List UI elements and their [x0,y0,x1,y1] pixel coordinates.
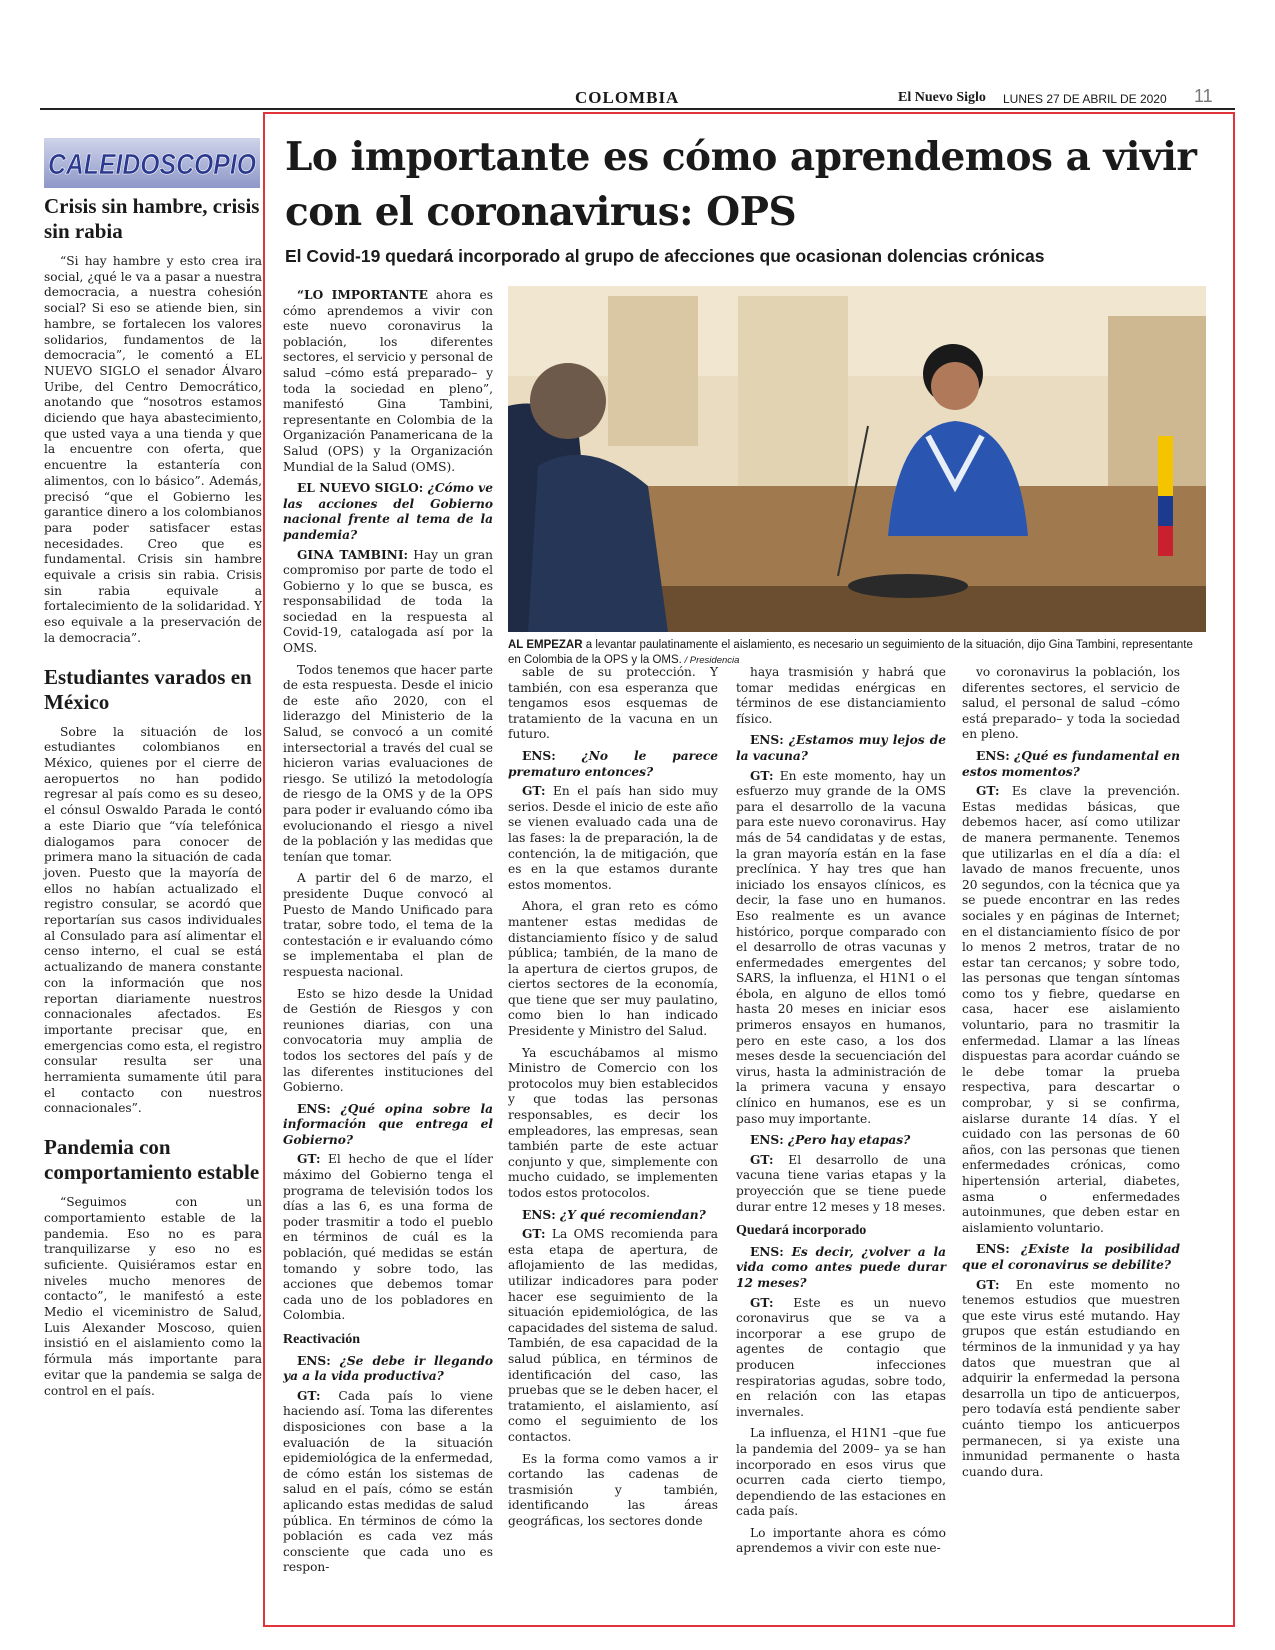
text-run: Es clave la prevención. Estas medidas básicas, que debemos hacer, así como utilizar de manera permanente. Tenemos que utilizarlas en el día a día: el lavado de manos frecuente, unos 20 segundos, con la técnica que ya se puede encontrar en las redes sociales y en páginas de Internet; en el distanciamiento físico de por lo menos 2 metros, tratar de no estar tan cercanos; y sobre todo, las personas que tengan síntomas como tos y fiebre, quedarse en casa, hacer ese aislamiento voluntario, para no trasmitir la enfermedad. Llamar a las líneas dispuestas para acordar cuándo se le debe tomar la prueba respectiva, para descartar o comprobar, y si se confirma, aislarse durante 14 días. Y el cuidado con las personas de 60 años, con las personas que tienen enfermedades crónicas, como hipertensión arterial, diabetes, asma o enfermedades autoinmunes, que deben estar en aislamiento voluntario. [962,784,1180,1235]
text-run: ¿Existe la posibilidad que el coronavirus se debilite? [962,1242,1180,1272]
speaker-label: GINA TAMBINI: [297,547,409,562]
paragraph [508,899,718,1039]
speaker-label: ENS: [522,748,556,763]
text-run: ¿Estamos muy lejos de la vacuna? [736,733,946,763]
masthead: El Nuevo Siglo [898,90,986,105]
speaker-label: GT: [750,768,774,783]
speaker-label: ENS: [297,1101,331,1116]
section-subheading: Reactivación [283,1332,360,1347]
speaker-label: GT: [750,1152,774,1167]
caleidoscopio-logo-text: CALEIDOSCOPIO [48,149,257,181]
article-column-2 [508,665,718,1535]
speaker-label: GT: [976,784,1000,799]
text-run: El desarrollo de una vacuna tiene varias etapas y la proyección que se tiene puede durar entre 12 meses y 18 meses. [736,1152,946,1214]
text-run: La influenza, el H1N1 –que fue la pandemia del 2009– ya se han incorporado en esos virus que ocurren cada cierto tiempo, dependiendo de las estaciones en cada país. [736,1426,946,1519]
speaker-label: EL NUEVO SIGLO: [297,481,424,496]
paragraph [283,987,493,1096]
page-number: 11 [1194,86,1213,106]
paragraph [283,288,493,475]
article-column-1 [283,288,493,1582]
text-run: La OMS recomienda para esta etapa de apertura, de aflojamiento de las medidas, utilizar indicadores para poder hacer ese seguimiento de la situación epidemiológica, de las capacidades del sistema de salud. También, de esa capacidad de la salud pública, en términos de identificación del caso, las pruebas que se le deben hacer, el tratamiento, el aislamiento, así como el seguimiento de los contactos. [508,1227,718,1444]
interview-question [736,733,946,764]
article-column-3 [736,665,946,1563]
interview-question [283,1102,493,1149]
sidebar-story-body: Sobre la situación de los estudiantes colombianos en México, quienes por el cierre de aeropuertos no han podido regresar al país como es su deseo, el cónsul Oswaldo Parada le contó a este Diario que “vía telefónica dialogamos para conocer de primera mano la situación de cada joven. Puesto que la mayoría de ellos no habían actualizado el registro consular, se acordó que reportarían sus casos individuales al Consulado para así alimentar el censo interno, el cual se está actualizando de manera constante con la información que nos reportan diariamente nuestros connacionales afectados. Es importante precisar que, en emergencias como esta, el registro consular resulta ser una herramienta sumamente útil para el contacto con nuestros connacionales”. [44,724,262,1116]
section-subheading: Quedará incorporado [736,1223,867,1239]
text-run: ¿Qué es fundamental en estos momentos? [962,748,1180,779]
text-run: En este momento no tenemos estudios que muestren que este virus esté mutando. Hay grupos que están estudiando en términos de la inmunidad y ya hay datos que muestran que al adquirir la enfermedad la persona desarrolla un tipo de anticuerpos, pero todavía está pendiente saber cuánto tiempo los anticuerpos permanecen, si ya existe una inmunidad permanente o hasta cuando dura. [962,1277,1180,1479]
speaker-label: GT: [522,784,546,799]
text-run: En este momento, hay un esfuerzo muy grande de la OMS para el desarrollo de la vacuna para este nuevo coronavirus. Hay más de 54 candidatas y de estas, la gran mayoría están en la fase preclínica. Y hay tres que han iniciado los ensayos clínicos, es decir, la fase uno en humanos. Eso realmente es un avance histórico, porque comparado con el desarrollo de otras vacunas y enfermedades emergentes del SARS, la influenza, el H1N1 o el ébola, en alguno de ellos tomó hasta 20 meses en iniciar esos primeros ensayos en humanos, pero en este caso, a los dos meses desde la secuenciación del virus, hasta la administración de la primera vacuna y ensayo clínico en humanos, ese es un paso muy importante. [736,768,946,1126]
text-run: ¿Pero hay etapas? [783,1133,911,1148]
text-run: A partir del 6 de marzo, el presidente Duque convocó al Puesto de Mando Unificado para tratar, sobre todo, el tema de la contestación e ir evaluando cómo se implementaba el plan de respuesta nacional. [283,871,493,979]
interview-question [962,1242,1180,1273]
speaker-label: ENS: [976,748,1010,763]
interview-answer [736,769,946,1128]
speaker-label: GT: [297,1152,321,1167]
text-run: Ahora, el gran reto es cómo mantener estas medidas de distanciamiento físico y de salud pública; también, de la mano de la apertura de ciertos grupos, de ciertos sectores de la economía, que tiene que ser muy paulatino, como bien lo han indicado Presidente y Ministro del Salud. [508,899,718,1039]
text-run: sable de su protección. Y también, con esa esperanza que tengamos esos esquemas de tratamiento de la vacuna en un futuro. [508,665,718,742]
sidebar-story-title: Pandemia con comportamiento estable [44,1135,260,1185]
paragraph [736,1526,946,1557]
paragraph [283,871,493,980]
speaker-label: ENS: [976,1242,1010,1257]
interview-answer [508,784,718,893]
caleidoscopio-sidebar [44,138,262,1399]
speaker-label: GT: [976,1277,1000,1292]
meeting-photo [508,286,1206,632]
speaker-label: GT: [297,1388,321,1403]
text-run: ¿No le parece prematuro entonces? [508,748,718,779]
article-column-4 [962,665,1180,1486]
paragraph [508,1452,718,1530]
paragraph [962,665,1180,743]
text-run: Este es un nuevo coronavirus que se va a incorporar a ese grupo de agentes de contagio que producen infecciones respiratorias agudas, sobre todo, en relación con las etapas invernales. [736,1295,946,1419]
interview-question [283,1354,493,1385]
caption-lead: AL EMPEZAR [508,639,583,651]
article-subhead: El Covid-19 quedará incorporado al grupo de afecciones que ocasionan dolencias crónicas [285,246,1045,266]
text-run: Lo importante ahora es cómo aprendemos a vivir con este nue- [736,1525,946,1556]
paragraph [283,663,493,866]
sidebar-story-body: “Si hay hambre y esto crea ira social, ¿qué le va a pasar a nuestra democracia, a nuestra cohesión social? Si eso se atiende bien, sin hambre, se fortalecen los valores solidarios, fundamentos de la democracia”, le comentó a EL NUEVO SIGLO el senador Álvaro Uribe, del Centro Democrático, anotando que “nosotros estamos diciendo que haya abastecimiento, que usted vaya a una tienda y que la encuentre con oferta, que encuentre la estantería con alimentos, con lo básico”. Además, precisó “que el Gobierno les garantice dinero a los colombianos para poder satisfacer estas necesidades. Creo que es fundamental. Crisis sin hambre equivale a crisis sin rabia. Crisis sin rabia equivale a fortalecimiento de la solidaridad. Y eso equivale a la preservación de la democracia”. [44,254,262,645]
text-run: haya trasmisión y habrá que tomar medidas enérgicas en términos de ese distanciamiento físico. [736,665,946,726]
text-run: El hecho de que el líder máximo del Gobierno tenga el programa de televisión todos los días a las 6, es una forma de poder trasmitir a todo el pueblo en términos de cuál es la población, qué medidas se están tomando y sobre todo, las acciones que debemos tomar cada uno de los pobladores en Colombia. [283,1152,493,1323]
interview-question [962,749,1180,780]
text-run: ¿Se debe ir llegando ya a la vida productiva? [283,1353,493,1384]
interview-answer [283,1389,493,1576]
text-run: Es la forma como vamos a ir cortando las cadenas de trasmisión y también, identificando las áreas geográficas, los sectores donde [508,1451,718,1528]
speaker-label: GT: [750,1295,774,1310]
photo-credit: / Presidencia [681,655,740,666]
interview-answer [736,1296,946,1421]
text-run: Todos tenemos que hacer parte de esta respuesta. Desde el inicio de este año 2020, con el liderazgo del Ministerio de la Salud, se convocó a un comité intersectorial a través del cual se hicieron varias evaluaciones de riesgo. Se utilizó la metodología de riesgo de la OMS y de la OPS para poder ir evaluando cómo iba evolucionando el riesgo a nivel de la población y las medidas que tenían que tomar. [283,662,493,864]
text-run: ¿Y qué recomiendan? [555,1207,706,1222]
text-run: ¿Cómo ve las acciones del Gobierno nacional frente al tema de la pandemia? [283,481,493,542]
speaker-label: ENS: [750,1133,784,1148]
sidebar-story-body: “Seguimos con un comportamiento estable de la pandemia. Eso no es para tranquilizarse y eso no es suficiente. Quisiéramos estar en niveles mucho menores de contacto”, le manifestó a este Medio el viceministro de Salud, Luis Alexander Moscoso, quien insistió en el aislamiento como la fórmula más importante para evitar que la pandemia se salga de control en el país. [44,1195,262,1398]
sidebar-story-title: Crisis sin hambre, crisis sin rabia [44,194,260,243]
speaker-label: ENS: [522,1207,556,1222]
interview-question [508,1208,718,1224]
text-run: ¿Qué opina sobre la información que entrega el Gobierno? [283,1101,493,1147]
interview-answer [962,1278,1180,1481]
photo-caption [508,638,1206,668]
paragraph [736,1426,946,1520]
speaker-label: ENS: [750,733,784,748]
interview-answer [962,784,1180,1236]
interview-question [283,481,493,543]
text-run: vo coronavirus la población, los diferentes sectores, el servicio de salud, el personal de salud –cómo está preparado– y toda la sociedad en pleno. [962,665,1180,742]
interview-answer [283,548,493,657]
caption-text: a levantar paulatinamente el aislamiento, es necesario un seguimiento de la situación, dijo Gina Tambini, representante en Colombia de la OPS y la OMS. [508,639,1193,666]
paragraph [508,1046,718,1202]
section-name: COLOMBIA [575,88,680,107]
text-run: Ya escuchábamos al mismo Ministro de Comercio con los protocolos muy bien establecidos y que todas las personas responsables, es decir los empleadores, las empresas, sean también parte de este actuar conjunto y que, simplemente con mucho cuidado, se implementen todos estos protocolos. [508,1045,718,1200]
text-run: En el país han sido muy serios. Desde el inicio de este año se vienen evaluado cada una de las fases: la de preparación, la de contención, la de mitigación, que es en la que estamos durante estos momentos. [508,784,719,892]
speaker-label: GT: [522,1227,546,1242]
text-run: Cada país lo viene haciendo así. Toma las diferentes disposiciones con base a la evaluación de la situación epidemiológica de la enfermedad, de cómo están los sistemas de salud en el país, cómo se están aplicando estas medidas de salud pública. En términos de cómo la población es cada vez más consciente que cada uno es respon- [283,1388,493,1575]
interview-answer [283,1152,493,1324]
interview-answer [736,1153,946,1215]
caleidoscopio-logo [44,138,260,188]
text-run: Hay un gran compromiso por parte de todo el Gobierno y lo que se busca, es responsabilidad de toda la sociedad en la respuesta al Covid-19, catalogada así por la OMS. [283,547,494,656]
text-run: Esto se hizo desde la Unidad de Gestión de Riesgos y con reuniones diarias, con una convocatoria muy amplia de todos los sectores del país y de las diferentes instituciones del Gobierno. [283,986,493,1095]
text-run: ahora es cómo aprendemos a vivir con este nuevo coronavirus la población, los diferentes sectores, el servicio y personal de salud –cómo está preparado– y toda la sociedad en pleno”, manifestó Gina Tambini, representante en Colombia de la Organización Panamericana de la Salud (OPS) y la Organización Mundial de la Salud (OMS). [283,288,493,474]
paragraph [508,665,718,743]
issue-date: LUNES 27 DE ABRIL DE 2020 [1003,92,1167,106]
speaker-label: ENS: [297,1353,331,1368]
interview-question [508,749,718,780]
interview-answer [508,1227,718,1445]
interview-question [736,1133,946,1149]
interview-question [736,1245,946,1292]
paragraph [736,665,946,727]
text-run: Es decir, ¿volver a la vida como antes puede durar 12 meses? [736,1244,946,1290]
speaker-label: ENS: [750,1244,784,1259]
header-rule [40,108,1235,110]
article-headline: Lo importante es cómo aprendemos a vivir con el coronavirus: OPS [285,134,1197,235]
lead-in: “LO IMPORTANTE [297,288,428,302]
sidebar-story-title: Estudiantes varados en México [44,664,252,714]
